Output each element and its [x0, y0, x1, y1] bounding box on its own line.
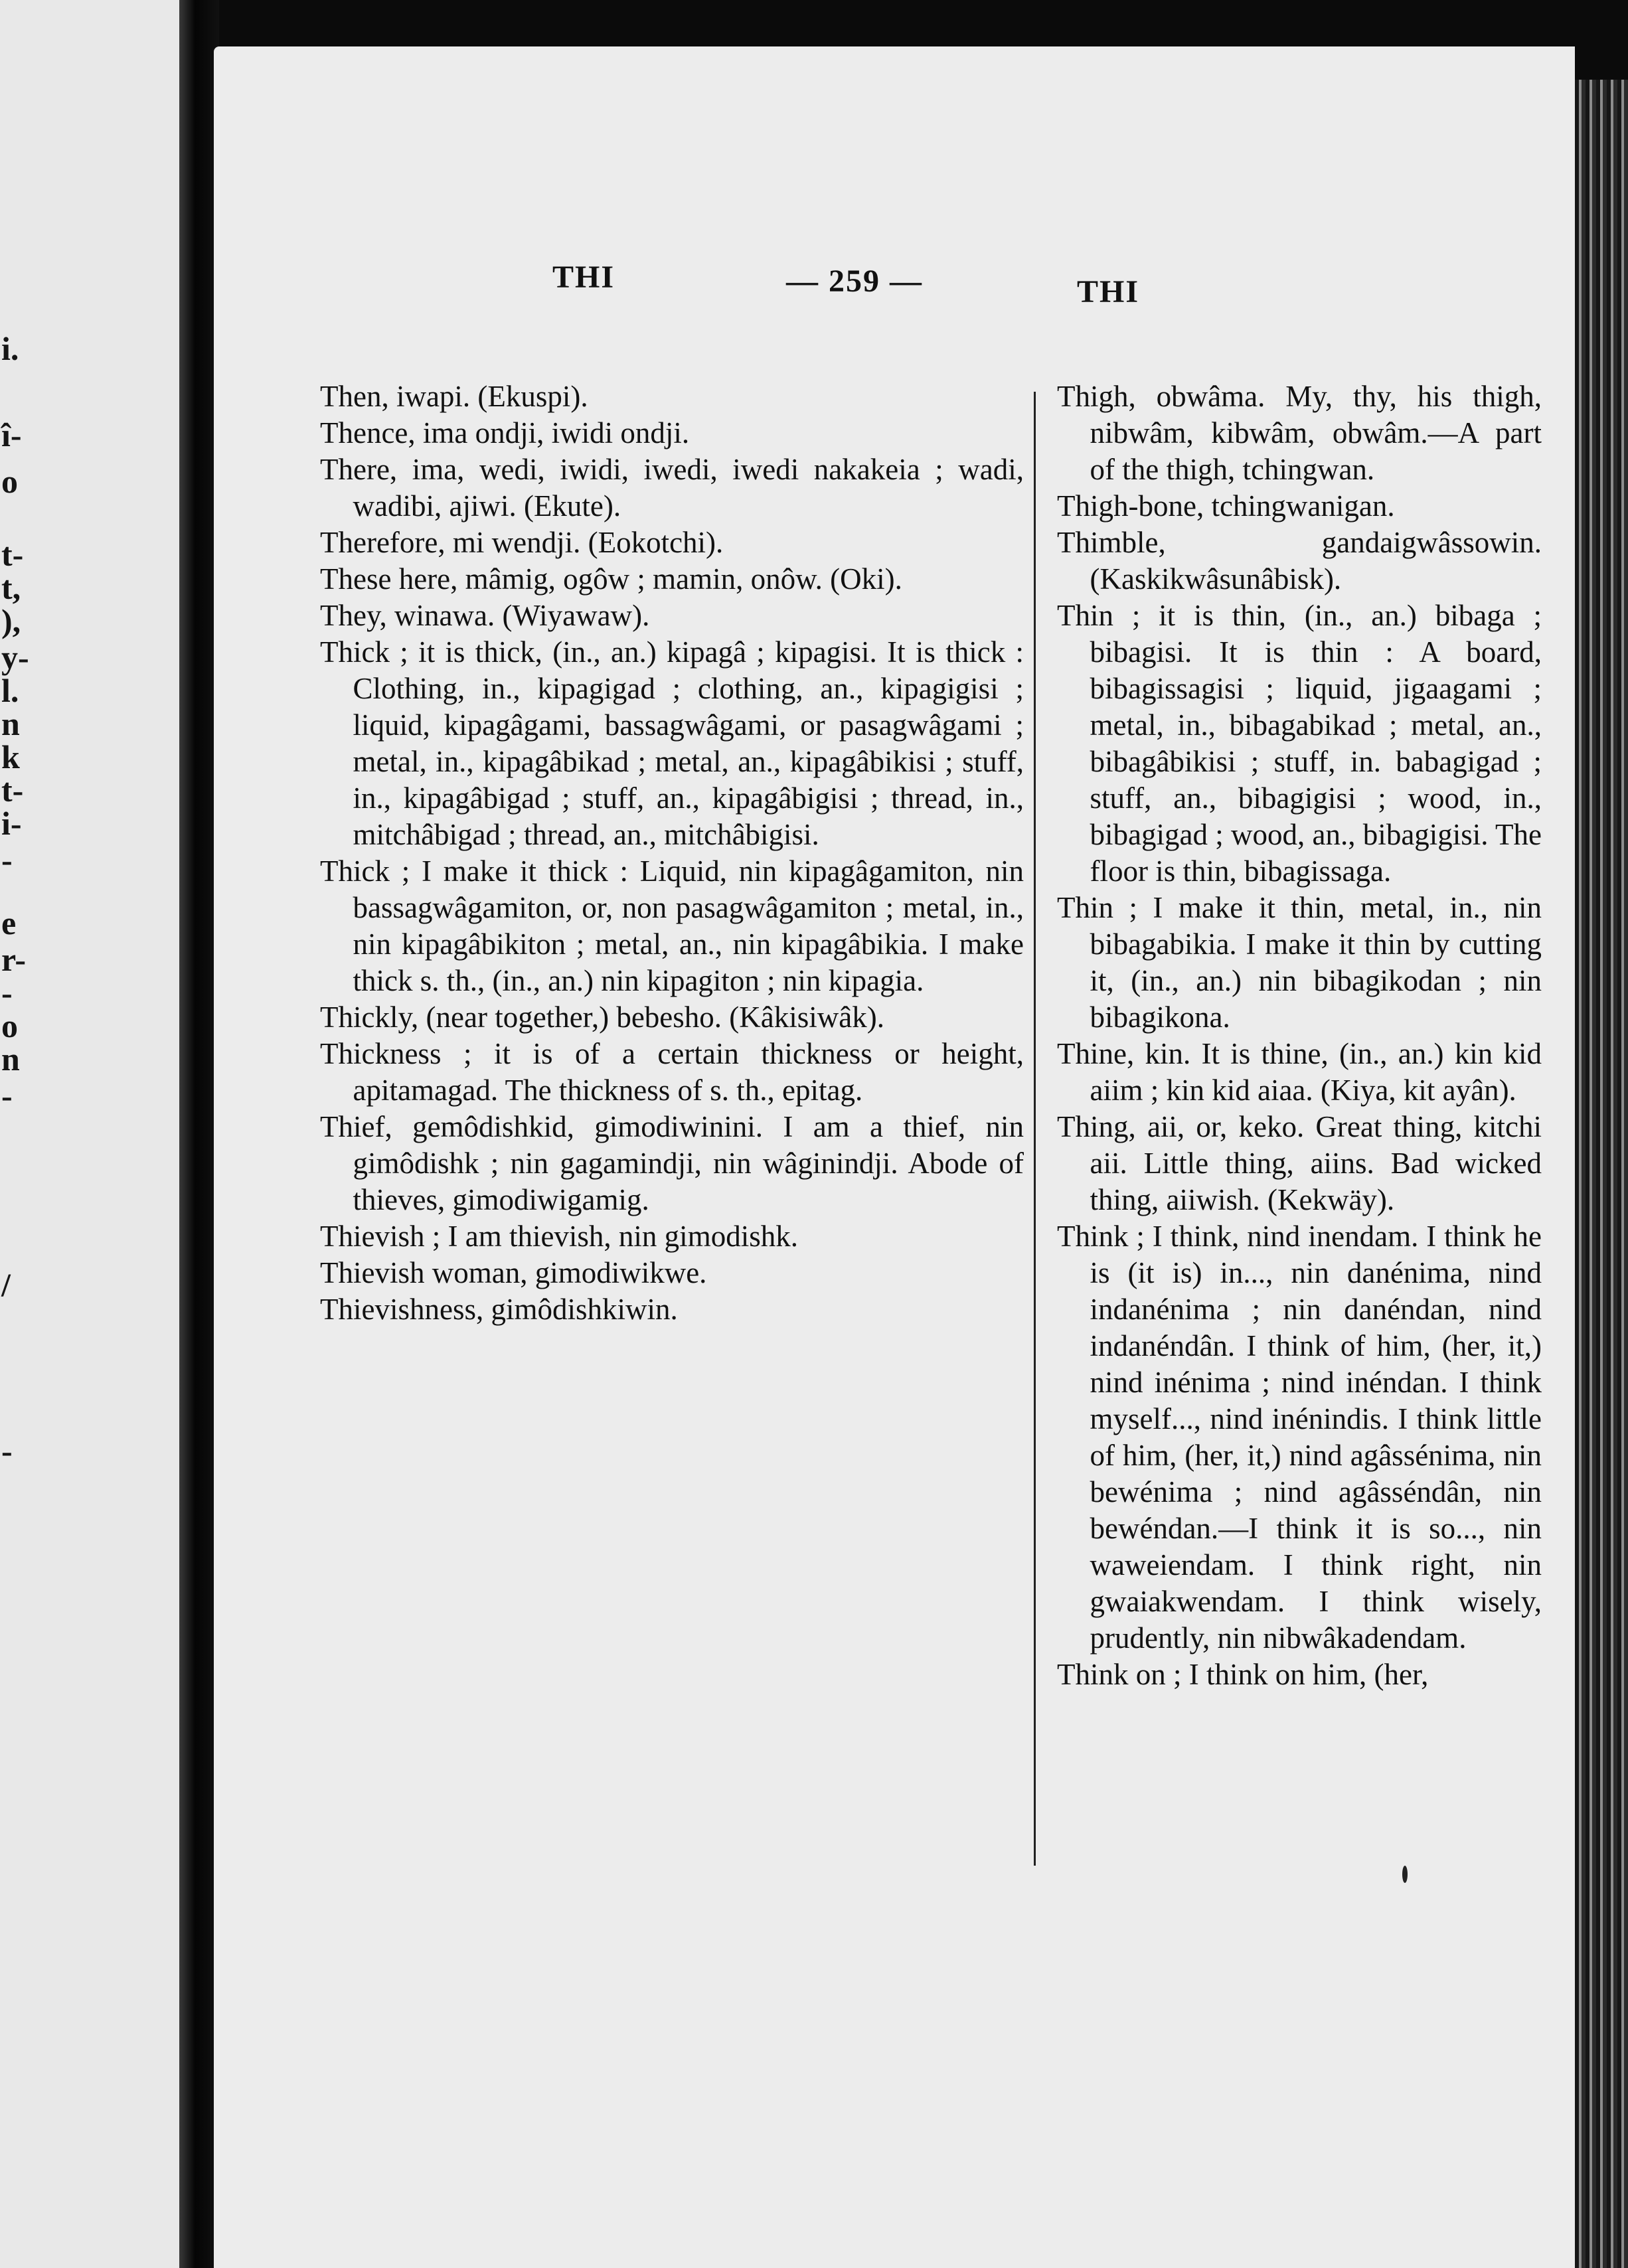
entry-therefore: Therefore, mi wendji. (Eokotchi). — [320, 526, 724, 559]
entry-thin: Thin ; it is thin, (in., an.) bibaga ; bibagisi. It is thin : A board, bibagissagisi ; liquid, jigaagami ; metal, in., bibagabikad ; metal, an., bibagâbikisi ; stuff, in. babagigad ; stuff, an., bibagigisi ; wood, in., bibagigad ; wood, an., bibagigisi. The floor is thin, bibagissaga. — [1057, 599, 1542, 888]
previous-page-fragment: e — [1, 904, 17, 941]
previous-page-fragment: - — [1, 841, 13, 878]
previous-page-fragment: î- — [1, 416, 22, 453]
right-column — [1057, 378, 1542, 1693]
column-divider — [1034, 392, 1036, 1866]
entry-thievish: Thievish ; I am thievish, nin gimodishk. — [320, 1220, 798, 1253]
entry-thing: Thing, aii, or, keko. Great thing, kitchi aii. Little thing, aiins. Bad wicked thing, aiiwish. (Kekwäy). — [1057, 1110, 1542, 1216]
previous-page-fragment: - — [1, 1077, 13, 1114]
previous-page-fragment: i- — [1, 805, 22, 842]
entry-thievish-woman: Thievish woman, gimodiwikwe. — [320, 1256, 707, 1289]
entry-think: Think ; I think, nind inendam. I think he is (it is) in..., nin danénima, nind indanénima ; nin danéndan, nind indanéndân. I think of him, (her, it,) nind inénima ; nind inéndan. I think myself..., nind inénindis. I think little of him, (her, it,) nind agâssénima, nin bewénima ; nind agâsséndân, nin bewéndan.—I think it is so..., nin waweiendam. I think right, nin gwaiakwendam. I think wisely, prudently, nin nibwâkadendam. — [1057, 1220, 1542, 1655]
entry-thick: Thick ; it is thick, (in., an.) kipagâ ; kipagisi. It is thick : Clothing, in., kipagigad ; clothing, an., kipagigisi ; liquid, kipagâgami, bassagwâgami, or pasagwâgami ; metal, in., kipagâbikad ; metal, an., kipagâbikisi ; stuff, in., kipagâbigad ; stuff, an., kipagâbigisi ; thread, in., mitchâbigad ; thread, an., mitchâbigisi. — [320, 635, 1024, 851]
dictionary-page — [214, 46, 1575, 2268]
ink-speck — [1402, 1866, 1408, 1883]
page-number: — 259 — — [786, 264, 923, 299]
previous-page-fragment: t- — [1, 536, 24, 573]
previous-page-fragment: r- — [1, 941, 26, 978]
previous-page-fragment: ), — [1, 602, 21, 639]
entry-think-on: Think on ; I think on him, (her, — [1057, 1658, 1429, 1691]
book-gutter — [179, 0, 219, 2268]
previous-page-fragment: t, — [1, 569, 21, 606]
entry-thence: Thence, ima ondji, iwidi ondji. — [320, 416, 690, 449]
left-guide-word: THI — [552, 260, 615, 295]
previous-page-fragment: y- — [1, 639, 29, 676]
previous-page-fragment: n — [1, 1040, 20, 1078]
previous-page-fragment: - — [1, 974, 13, 1011]
running-header — [214, 259, 1575, 325]
entry-thine: Thine, kin. It is thine, (in., an.) kin kid aiim ; kin kid aiaa. (Kiya, kit ayân). — [1057, 1037, 1542, 1107]
previous-page-fragment: o — [1, 1007, 18, 1044]
right-guide-word: THI — [1077, 274, 1140, 309]
entry-these-here: These here, mâmig, ogôw ; mamin, onôw. (Oki). — [320, 562, 902, 596]
previous-page-fragment: n — [1, 705, 20, 742]
entry-thickly: Thickly, (near together,) bebesho. (Kâkisiwâk). — [320, 1001, 884, 1034]
entry-thief: Thief, gemôdishkid, gimodiwinini. I am a thief, nin gimôdishk ; nin gagamindji, nin wâginindji. Abode of thieves, gimodiwigamig. — [320, 1110, 1024, 1216]
entry-thickness: Thickness ; it is of a certain thickness or height, apitamagad. The thickness of s. th., epitag. — [320, 1037, 1024, 1107]
page-stack-edges — [1575, 80, 1628, 2268]
entry-thimble: Thimble, gandaigwâssowin. (Kaskikwâsunâbisk). — [1057, 526, 1542, 596]
entry-thigh: Thigh, obwâma. My, thy, his thigh, nibwâm, kibwâm, obwâm.—A part of the thigh, tchingwan. — [1057, 380, 1542, 486]
previous-page-fragment: k — [1, 738, 20, 775]
previous-page-edge — [0, 0, 179, 2268]
previous-page-fragment: o — [1, 463, 18, 500]
entry-there: There, ima, wedi, iwidi, iwedi, iwedi nakakeia ; wadi, wadibi, ajiwi. (Ekute). — [320, 453, 1024, 523]
previous-page-fragment: / — [1, 1266, 11, 1303]
entry-thigh-bone: Thigh-bone, tchingwanigan. — [1057, 489, 1395, 523]
left-column — [320, 378, 1024, 1328]
entry-they: They, winawa. (Wiyawaw). — [320, 599, 650, 632]
previous-page-fragment: - — [1, 1432, 13, 1469]
previous-page-fragment: t- — [1, 771, 24, 809]
entry-thievishness: Thievishness, gimôdishkiwin. — [320, 1293, 678, 1326]
entry-thin-make: Thin ; I make it thin, metal, in., nin bibagabikia. I make it thin by cutting it, (in., an.) nin bibagikodan ; nin bibagikona. — [1057, 891, 1542, 1034]
previous-page-fragment: l. — [1, 672, 19, 709]
entry-then: Then, iwapi. (Ekuspi). — [320, 380, 588, 413]
previous-page-fragment: i. — [1, 330, 19, 367]
entry-thick-make: Thick ; I make it thick : Liquid, nin kipagâgamiton, nin bassagwâgamiton, or, non pasagwâgamiton ; metal, in., nin kipagâbikiton ; metal, an., nin kipagâbikia. I make thick s. th., (in., an.) nin kipagiton ; nin kipagia. — [320, 854, 1024, 997]
